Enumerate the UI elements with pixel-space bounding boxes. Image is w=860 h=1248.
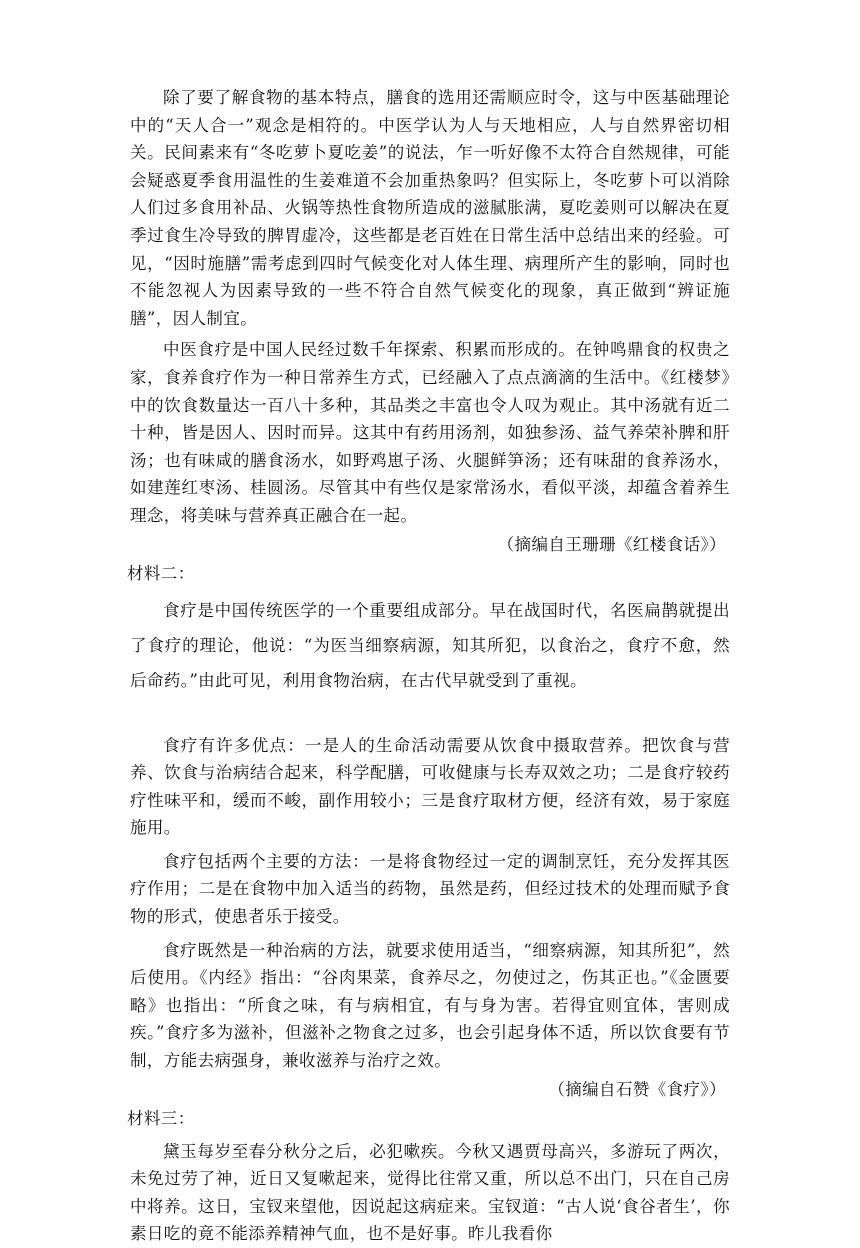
paragraph-daiyu-cough: 黛玉每岁至春分秋分之后，必犯嗽疾。今秋又遇贾母高兴，多游玩了两次，未免过劳了神，近日又复嗽起来，觉得比往常又重，所以总不出门，只在自己房中将养。这日，宝钗来望他，因说起这病症来。宝钗道：“古人说‘食谷者生’，你素日吃的竟不能添养精神气血，也不是好事。昨儿我看你 <box>130 1141 730 1244</box>
paragraph-honglou-dietary-therapy: 中医食疗是中国人民经过数千年探索、积累而形成的。在钟鸣鼎食的权贵之家，食养食疗作为一种日常养生方式，已经融入了点点滴滴的生活中。《红楼梦》中的饮食数量达一百八十多种，其品类之丰富也令人叹为观止。其中汤就有近二十种，皆是因人、因时而异。这其中有药用汤剂，如独参汤、益气养荣补脾和肝汤；也有味咸的膳食汤水，如野鸡崽子汤、火腿鲜笋汤；还有味甜的食养汤水，如建莲红枣汤、桂圆汤。尽管其中有些仅是家常汤水，看似平淡，却蕴含着养生理念，将美味与营养真正融合在一起。 <box>130 340 730 525</box>
paragraph-dietary-therapy-moderation: 食疗既然是一种治病的方法，就要求使用适当，“细察病源，知其所犯”，然后使用。《内经》指出：“谷肉果菜，食养尽之，勿使过之，伤其正也。”《金匮要略》也指出：“所食之味，有与病相宜，有与身为害。若得宜则宜体，害则成疾。”食疗多为滋补，但滋补之物食之过多，也会引起身体不适，所以饮食要有节制，方能去病强身，兼收滋养与治疗之效。 <box>130 940 730 1071</box>
paragraph-dietary-therapy-methods: 食疗包括两个主要的方法：一是将食物经过一定的调制烹饪，充分发挥其医疗作用；二是在食物中加入适当的药物，虽然是药，但经过技术的处理而赋予食物的形式，使患者乐于接受。 <box>130 851 730 927</box>
paragraph-dietary-therapy-origin: 食疗是中国传统医学的一个重要组成部分。早在战国时代，名医扁鹊就提出了食疗的理论，他说：“为医当细察病源，知其所犯，以食治之，食疗不愈，然后命药。”由此可见，利用食物治病，在古代早就受到了重视。 <box>130 600 730 690</box>
paragraph-dietary-therapy-advantages: 食疗有许多优点：一是人的生命活动需要从饮食中摄取营养。把饮食与营养、饮食与治病结合起来，科学配膳，可收健康与长寿双效之功；二是食疗较药疗性味平和，缓而不峻，副作用较小；三是食疗取材方便，经济有效，易于家庭施用。 <box>130 735 730 838</box>
section-heading-material-3: 材料三： <box>127 1108 195 1128</box>
paragraph-seasonal-diet: 除了要了解食物的基本特点，膳食的选用还需顺应时令，这与中医基础理论中的“天人合一”观念是相符的。中医学认为人与天地相应，人与自然界密切相关。民间素来有“冬吃萝卜夏吃姜”的说法，乍一听好像不太符合自然规律，可能会疑惑夏季食用温性的生姜难道不会加重热象吗？但实际上，冬吃萝卜可以消除人们过多食用补品、火锅等热性食物所造成的滋腻胀满，夏吃姜则可以解决在夏季过食生冷导致的脾胃虚冷，这些都是老百姓在日常生活中总结出来的经验。可见，“因时施膳”需考虑到四时气候变化对人体生理、病理所产生的影响，同时也不能忽视人为因素导致的一些不符合自然气候变化的现象，真正做到“辨证施膳”，因人制宜。 <box>130 88 730 328</box>
source-citation-1: （摘编自王珊珊《红楼食话》） <box>497 534 726 554</box>
source-citation-2: （摘编自石赞《食疗》） <box>548 1079 726 1099</box>
section-heading-material-2: 材料二： <box>127 563 195 583</box>
